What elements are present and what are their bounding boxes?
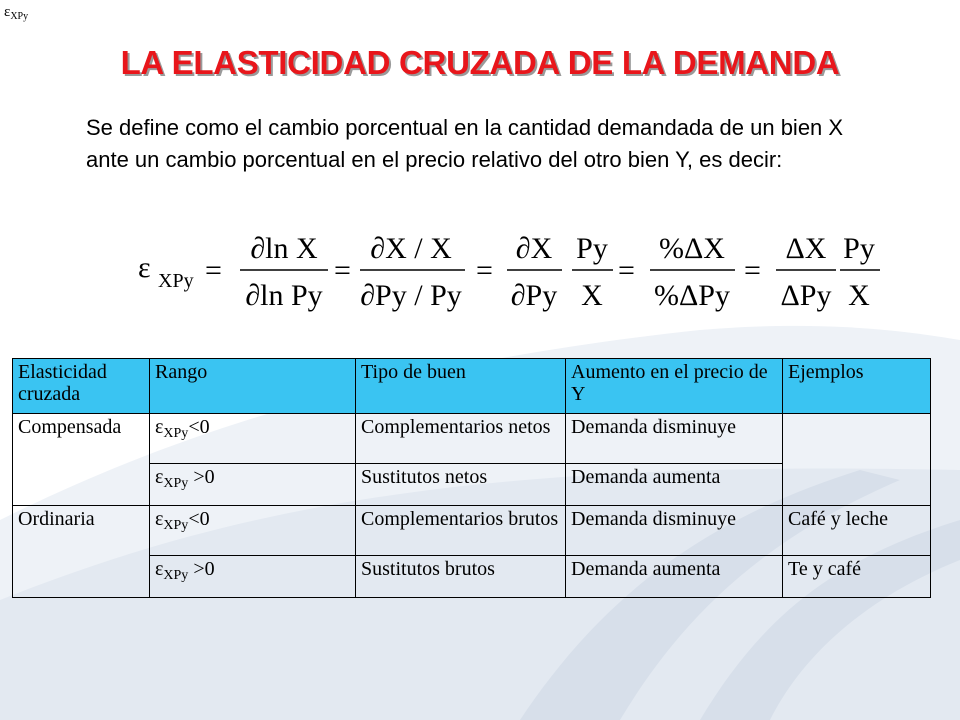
cell-tipo: Complementarios netos [356,414,566,464]
cell-elasticidad [13,556,150,598]
cell-elasticidad [13,464,150,506]
table-row [13,464,931,506]
term2-numerator: ∂X / X [370,232,452,265]
term4-denominator: %ΔPy [654,279,730,312]
svg-text:Py: Py [576,232,608,265]
term5-denominator: ΔPy [780,279,832,312]
svg-text:=: = [618,254,635,287]
formula-epsilon: ε [138,251,151,284]
elasticity-table [12,358,931,598]
svg-text:Py: Py [843,232,875,265]
cell-tipo: Sustitutos netos [356,464,566,506]
term5-numerator: ΔX [785,232,827,265]
cell-aumento: Demanda disminuye [566,414,783,464]
cell-tipo: Sustitutos brutos [356,556,566,598]
svg-text:=: = [476,254,493,287]
header-aumento: Aumento en el precio de Y [566,359,783,414]
intro-paragraph: Se define como el cambio porcentual en la cantidad demandada de un bien X ante un cambio porcentual en el precio relativo del otro bien Y, es decir: [86,115,844,172]
cell-ejemplos: Te y café [783,556,931,598]
header-rango: Rango [150,359,356,414]
cell-ejemplos [783,464,931,506]
epsilon-symbol: $\varepsilon_{XPy}$ [4,4,29,22]
cell-rango: $\varepsilon_{XPy}<0$ [150,414,356,464]
cell-tipo: Complementarios brutos [356,506,566,556]
cell-rango: $\varepsilon_{XPy} >0$ [150,556,356,598]
formula-epsilon-sub: XPy [158,270,194,292]
cell-aumento: Demanda aumenta [566,556,783,598]
cell-rango: $\varepsilon_{XPy}<0$ [150,506,356,556]
svg-text:X: X [581,279,603,312]
header-elasticidad: Elasticidad cruzada [13,359,150,414]
term4-numerator: %ΔX [659,232,725,265]
header-ejemplos: Ejemplos [783,359,931,414]
table-row [13,414,931,464]
elasticity-formula [120,225,890,330]
term2-denominator: ∂Py / Py [360,279,462,312]
term3-numerator: ∂X [515,232,553,265]
header-tipo: Tipo de buen [356,359,566,414]
table-row [13,556,931,598]
cell-ejemplos [783,414,931,464]
cell-rango: $\varepsilon_{XPy} >0$ [150,464,356,506]
svg-text:X: X [848,279,870,312]
cell-elasticidad: Compensada [13,414,150,464]
page-title: LA ELASTICIDAD CRUZADA DE LA DEMANDA [120,44,840,81]
cell-aumento: Demanda aumenta [566,464,783,506]
cell-elasticidad: Ordinaria [13,506,150,556]
cell-aumento: Demanda disminuye [566,506,783,556]
term3-denominator: ∂Py [510,279,558,312]
svg-text:=: = [744,254,761,287]
table-header-row [13,359,931,414]
svg-text:=: = [205,254,222,287]
term1-numerator: ∂ln X [250,232,318,265]
svg-text:=: = [334,254,351,287]
cell-ejemplos: Café y leche [783,506,931,556]
term1-denominator: ∂ln Py [245,279,323,312]
table-row [13,506,931,556]
